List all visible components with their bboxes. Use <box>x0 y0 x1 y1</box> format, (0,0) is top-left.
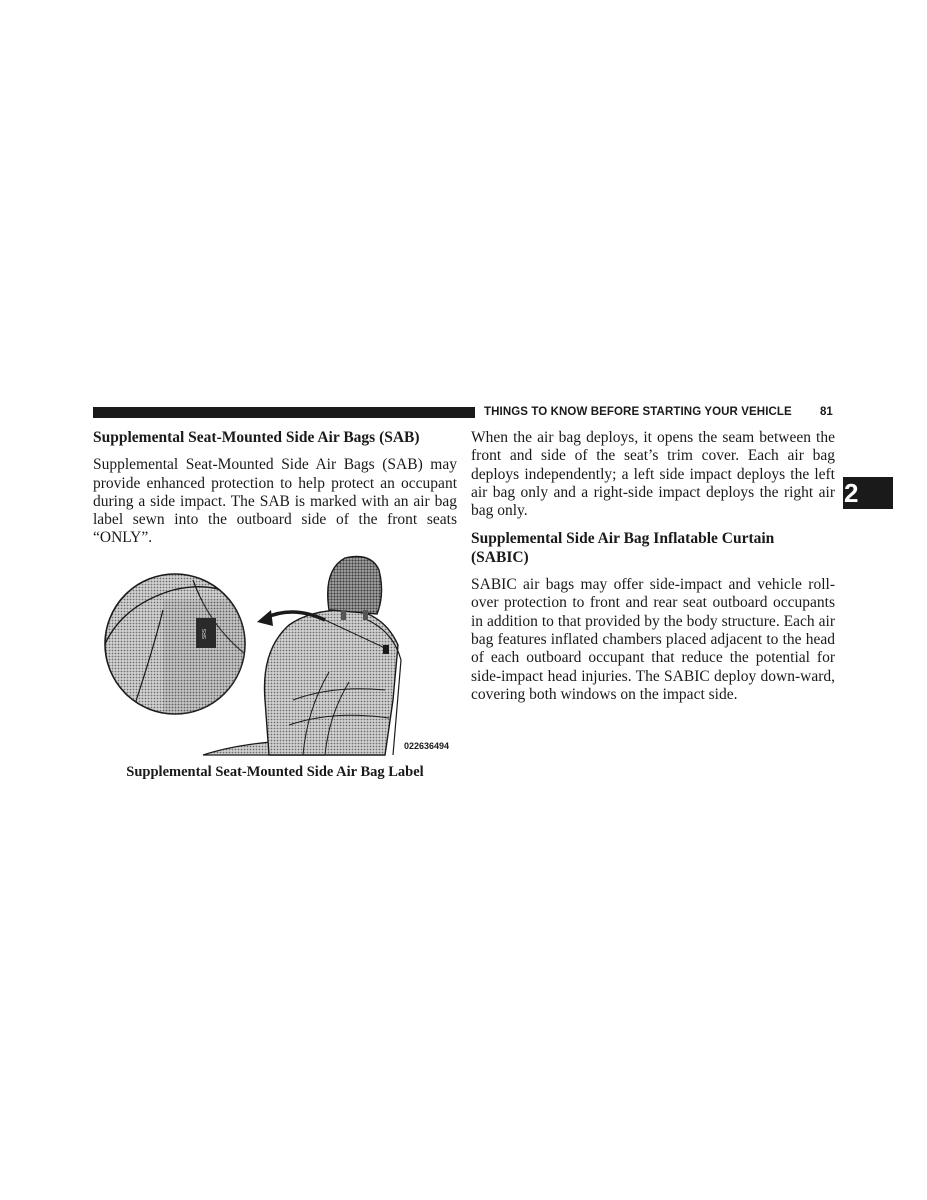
deploy-paragraph: When the air bag deploys, it opens the seam between the front and side of the seat’s trim cover. Each air bag deploys independently; a left side impact deploys the left air bag only and a right-side impact deploys the right air bag only. <box>471 429 835 520</box>
figure-caption: Supplemental Seat-Mounted Side Air Bag Label <box>126 764 424 780</box>
sab-heading: Supplemental Seat-Mounted Side Air Bags (SAB) <box>93 429 420 446</box>
sabic-heading: Supplemental Side Air Bag Inflatable Curtain (SABIC) <box>471 530 775 566</box>
airbag-tag-text: SRS <box>202 628 208 640</box>
seat-illustration-svg <box>93 550 457 758</box>
right-column <box>471 429 835 714</box>
page-number: 81 <box>820 406 833 418</box>
sabic-paragraph: SABIC air bags may offer side-impact and vehicle roll-over protection to front and rear seat outboard occupants in addition to that provided by the body structure. Each air bag features inflated chambers placed adjacent to the head of each outboard occupant that reduce the potential for side-impact head injuries. The SABIC deploy down-ward, covering both windows on the impact side. <box>471 576 835 703</box>
seat-airbag-illustration <box>93 550 457 758</box>
seat-label-marker <box>383 645 389 654</box>
chapter-number: 2 <box>844 478 859 508</box>
seat-back-shape <box>265 610 399 755</box>
figure-code: 022636494 <box>404 741 450 751</box>
chapter-tab <box>843 477 893 509</box>
sab-paragraph: Supplemental Seat-Mounted Side Air Bags (SAB) may provide enhanced protection to help protect an occupant during a side impact. The SAB is marked with an air bag label sewn into the outboard side of the front seats “ONLY”. <box>93 456 457 547</box>
header-rule <box>93 407 475 418</box>
running-title: THINGS TO KNOW BEFORE STARTING YOUR VEHICLE <box>484 406 792 418</box>
left-column <box>93 429 457 558</box>
headrest-shape <box>328 557 382 615</box>
